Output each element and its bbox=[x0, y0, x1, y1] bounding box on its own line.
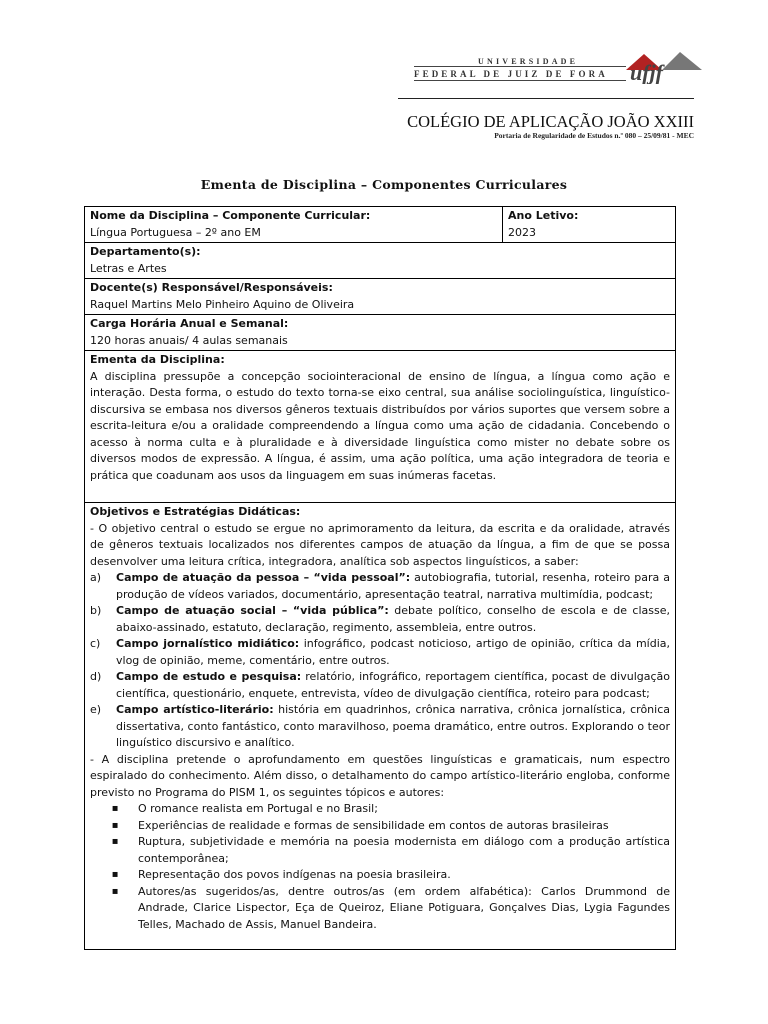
portaria-text: Portaria de Regularidade de Estudos n.º 080 – 25/09/81 - MEC bbox=[494, 131, 694, 140]
campo-item bbox=[90, 669, 670, 702]
campo-marker: b) bbox=[90, 604, 102, 617]
topico-text: Autores/as sugeridos/as, dentre outros/as (em ordem alfabética): Carlos Drummond de Andrade, Clarice Lispector, Eça de Queiroz, Eliane Potiguara, Gonçalves Dias, Lygia Fagundes Telles, Machado de Assis, Manuel Bandeira. bbox=[138, 884, 670, 931]
campo-title: Campo de atuação da pessoa – “vida pessoal”: bbox=[116, 571, 411, 584]
ementa-text: A disciplina pressupõe a concepção sociointeracional de ensino de língua, a língua como ação e interação. Desta forma, o estudo do texto torna-se eixo central, sua análise sociolinguística, linguístico-discursiva se embasa nos diversos gêneros textuais distribuídos por vários suportes que versem sobre a escrita-leitura e/ou a oralidade compreendendo a língua como uma ação de cidadania. Concebendo o acesso à norma culta e à pluralidade e à diversidade linguística como mister no debate sobre os diversos modos de expressão. A língua, é assim, uma ação política, uma ação integradora de teoria e prática que coadunam aos usos da linguagem em suas inúmeras facetas. bbox=[90, 369, 670, 482]
topico-item bbox=[90, 818, 670, 835]
topico-item bbox=[90, 801, 670, 818]
departamento-value: Letras e Artes bbox=[90, 261, 167, 275]
topico-item bbox=[90, 884, 670, 934]
campo-item bbox=[90, 603, 670, 636]
campo-text: história em quadrinhos, crônica narrativa, crônica jornalística, crônica dissertativa, conto fantástico, conto maravilhoso, poema dramático, entre outros. Explorando o teor linguístico discursivo e analítico. bbox=[116, 703, 670, 749]
carga-label: Carga Horária Anual e Semanal: bbox=[90, 317, 289, 330]
row-docente bbox=[85, 278, 675, 314]
objetivos-label: Objetivos e Estratégias Didáticas: bbox=[90, 505, 301, 518]
bullet-marker: ▪ bbox=[111, 836, 119, 847]
bullet-marker: ▪ bbox=[111, 869, 119, 880]
topicos-list bbox=[90, 801, 670, 933]
departamento-label: Departamento(s): bbox=[90, 245, 201, 258]
campo-title: Campo artístico-literário: bbox=[116, 703, 274, 716]
cell-ano-letivo bbox=[503, 207, 675, 242]
topico-item bbox=[90, 834, 670, 867]
campo-marker: a) bbox=[90, 571, 102, 584]
campo-title: Campo de estudo e pesquisa: bbox=[116, 670, 302, 683]
campo-title: Campo de atuação social – “vida pública”: bbox=[116, 604, 389, 617]
campo-content bbox=[116, 702, 670, 752]
topico-text: Ruptura, subjetividade e memória na poesia modernista em diálogo com a produção artística contemporânea; bbox=[138, 835, 670, 865]
campo-text: infográfico, podcast noticioso, artigo de opinião, crítica da mídia, vlog de opinião, meme, comentário, entre outros. bbox=[116, 637, 670, 667]
topico-text: O romance realista em Portugal e no Brasil; bbox=[138, 802, 378, 815]
campo-item bbox=[90, 702, 670, 752]
docente-value: Raquel Martins Melo Pinheiro Aquino de Oliveira bbox=[90, 297, 355, 311]
campo-item bbox=[90, 570, 670, 603]
campo-marker: d) bbox=[90, 670, 102, 683]
campo-marker: c) bbox=[90, 637, 101, 650]
bullet-marker: ▪ bbox=[111, 819, 119, 831]
campo-text: autobiografia, tutorial, resenha, roteiro para a produção de vídeos variados, documentário, apresentação teatral, narrativa multimídia, podcast; bbox=[116, 571, 670, 601]
document-title: Ementa de Disciplina – Componentes Curriculares bbox=[200, 177, 568, 192]
campo-content bbox=[116, 669, 670, 702]
bullet-marker: ▪ bbox=[111, 885, 119, 897]
topico-text: Experiências de realidade e formas de sensibilidade em contos de autoras brasileiras bbox=[138, 818, 609, 832]
campo-text: debate político, conselho de escola e de classe, abaixo-assinado, estatuto, declaração, regimento, assembleia, entre outros. bbox=[116, 604, 670, 634]
college-name: COLÉGIO DE APLICAÇÃO JOÃO XXIII bbox=[407, 112, 694, 131]
cell-disciplina bbox=[85, 207, 503, 242]
campo-marker: e) bbox=[90, 703, 102, 716]
row-departamento bbox=[85, 242, 675, 278]
university-name-line2: FEDERAL DE JUIZ DE FORA bbox=[414, 69, 608, 79]
logo-divider-bottom bbox=[414, 80, 626, 81]
campo-text: relatório, infográfico, reportagem científica, pocast de divulgação científica, questionário, enquete, entrevista, vídeo de divulgação científica, roteiro para podcast; bbox=[116, 670, 670, 700]
row-carga-horaria bbox=[85, 314, 675, 350]
row-disciplina bbox=[85, 207, 675, 242]
row-objetivos bbox=[85, 502, 675, 949]
ementa-label: Ementa da Disciplina: bbox=[90, 353, 225, 366]
campo-content bbox=[116, 636, 670, 669]
university-name-line1: UNIVERSIDADE bbox=[478, 57, 579, 66]
docente-label: Docente(s) Responsável/Responsáveis: bbox=[90, 281, 333, 294]
ufjf-logo-text: ufjf bbox=[630, 60, 663, 84]
logo-divider-top bbox=[414, 66, 626, 67]
ementa-table bbox=[84, 206, 676, 950]
ano-value: 2023 bbox=[508, 225, 536, 239]
campo-content bbox=[116, 603, 670, 636]
row-ementa bbox=[85, 350, 675, 502]
disciplina-label: Nome da Disciplina – Componente Curricular: bbox=[90, 209, 371, 222]
objetivos-intro: - O objetivo central o estudo se ergue no aprimoramento da leitura, da escrita e da oralidade, através de gêneros textuais localizados nos diferentes campos de atuação da língua, a fim de que se possa desenvolver uma leitura crítica, integradora, analítica sob aspectos linguísticos, a saber: bbox=[90, 521, 670, 568]
campos-list bbox=[90, 570, 670, 752]
topico-text: Representação dos povos indígenas na poesia brasileira. bbox=[138, 868, 451, 881]
objetivos-continuation: - A disciplina pretende o aprofundamento em questões linguísticas e gramaticais, num espectro espiralado do conhecimento. Além disso, o detalhamento do campo artístico-literário engloba, conforme previsto no Programa do PISM 1, os seguintes tópicos e autores: bbox=[90, 752, 670, 799]
ano-label: Ano Letivo: bbox=[508, 209, 579, 222]
campo-title: Campo jornalístico midiático: bbox=[116, 637, 300, 650]
ufjf-logo-mark bbox=[622, 50, 702, 84]
university-logo bbox=[412, 50, 700, 84]
topico-item bbox=[90, 867, 670, 884]
campo-content bbox=[116, 570, 670, 603]
campo-item bbox=[90, 636, 670, 669]
carga-value: 120 horas anuais/ 4 aulas semanais bbox=[90, 333, 288, 347]
disciplina-value: Língua Portuguesa – 2º ano EM bbox=[90, 225, 261, 239]
header-rule bbox=[398, 98, 694, 99]
bullet-marker: ▪ bbox=[111, 803, 119, 814]
